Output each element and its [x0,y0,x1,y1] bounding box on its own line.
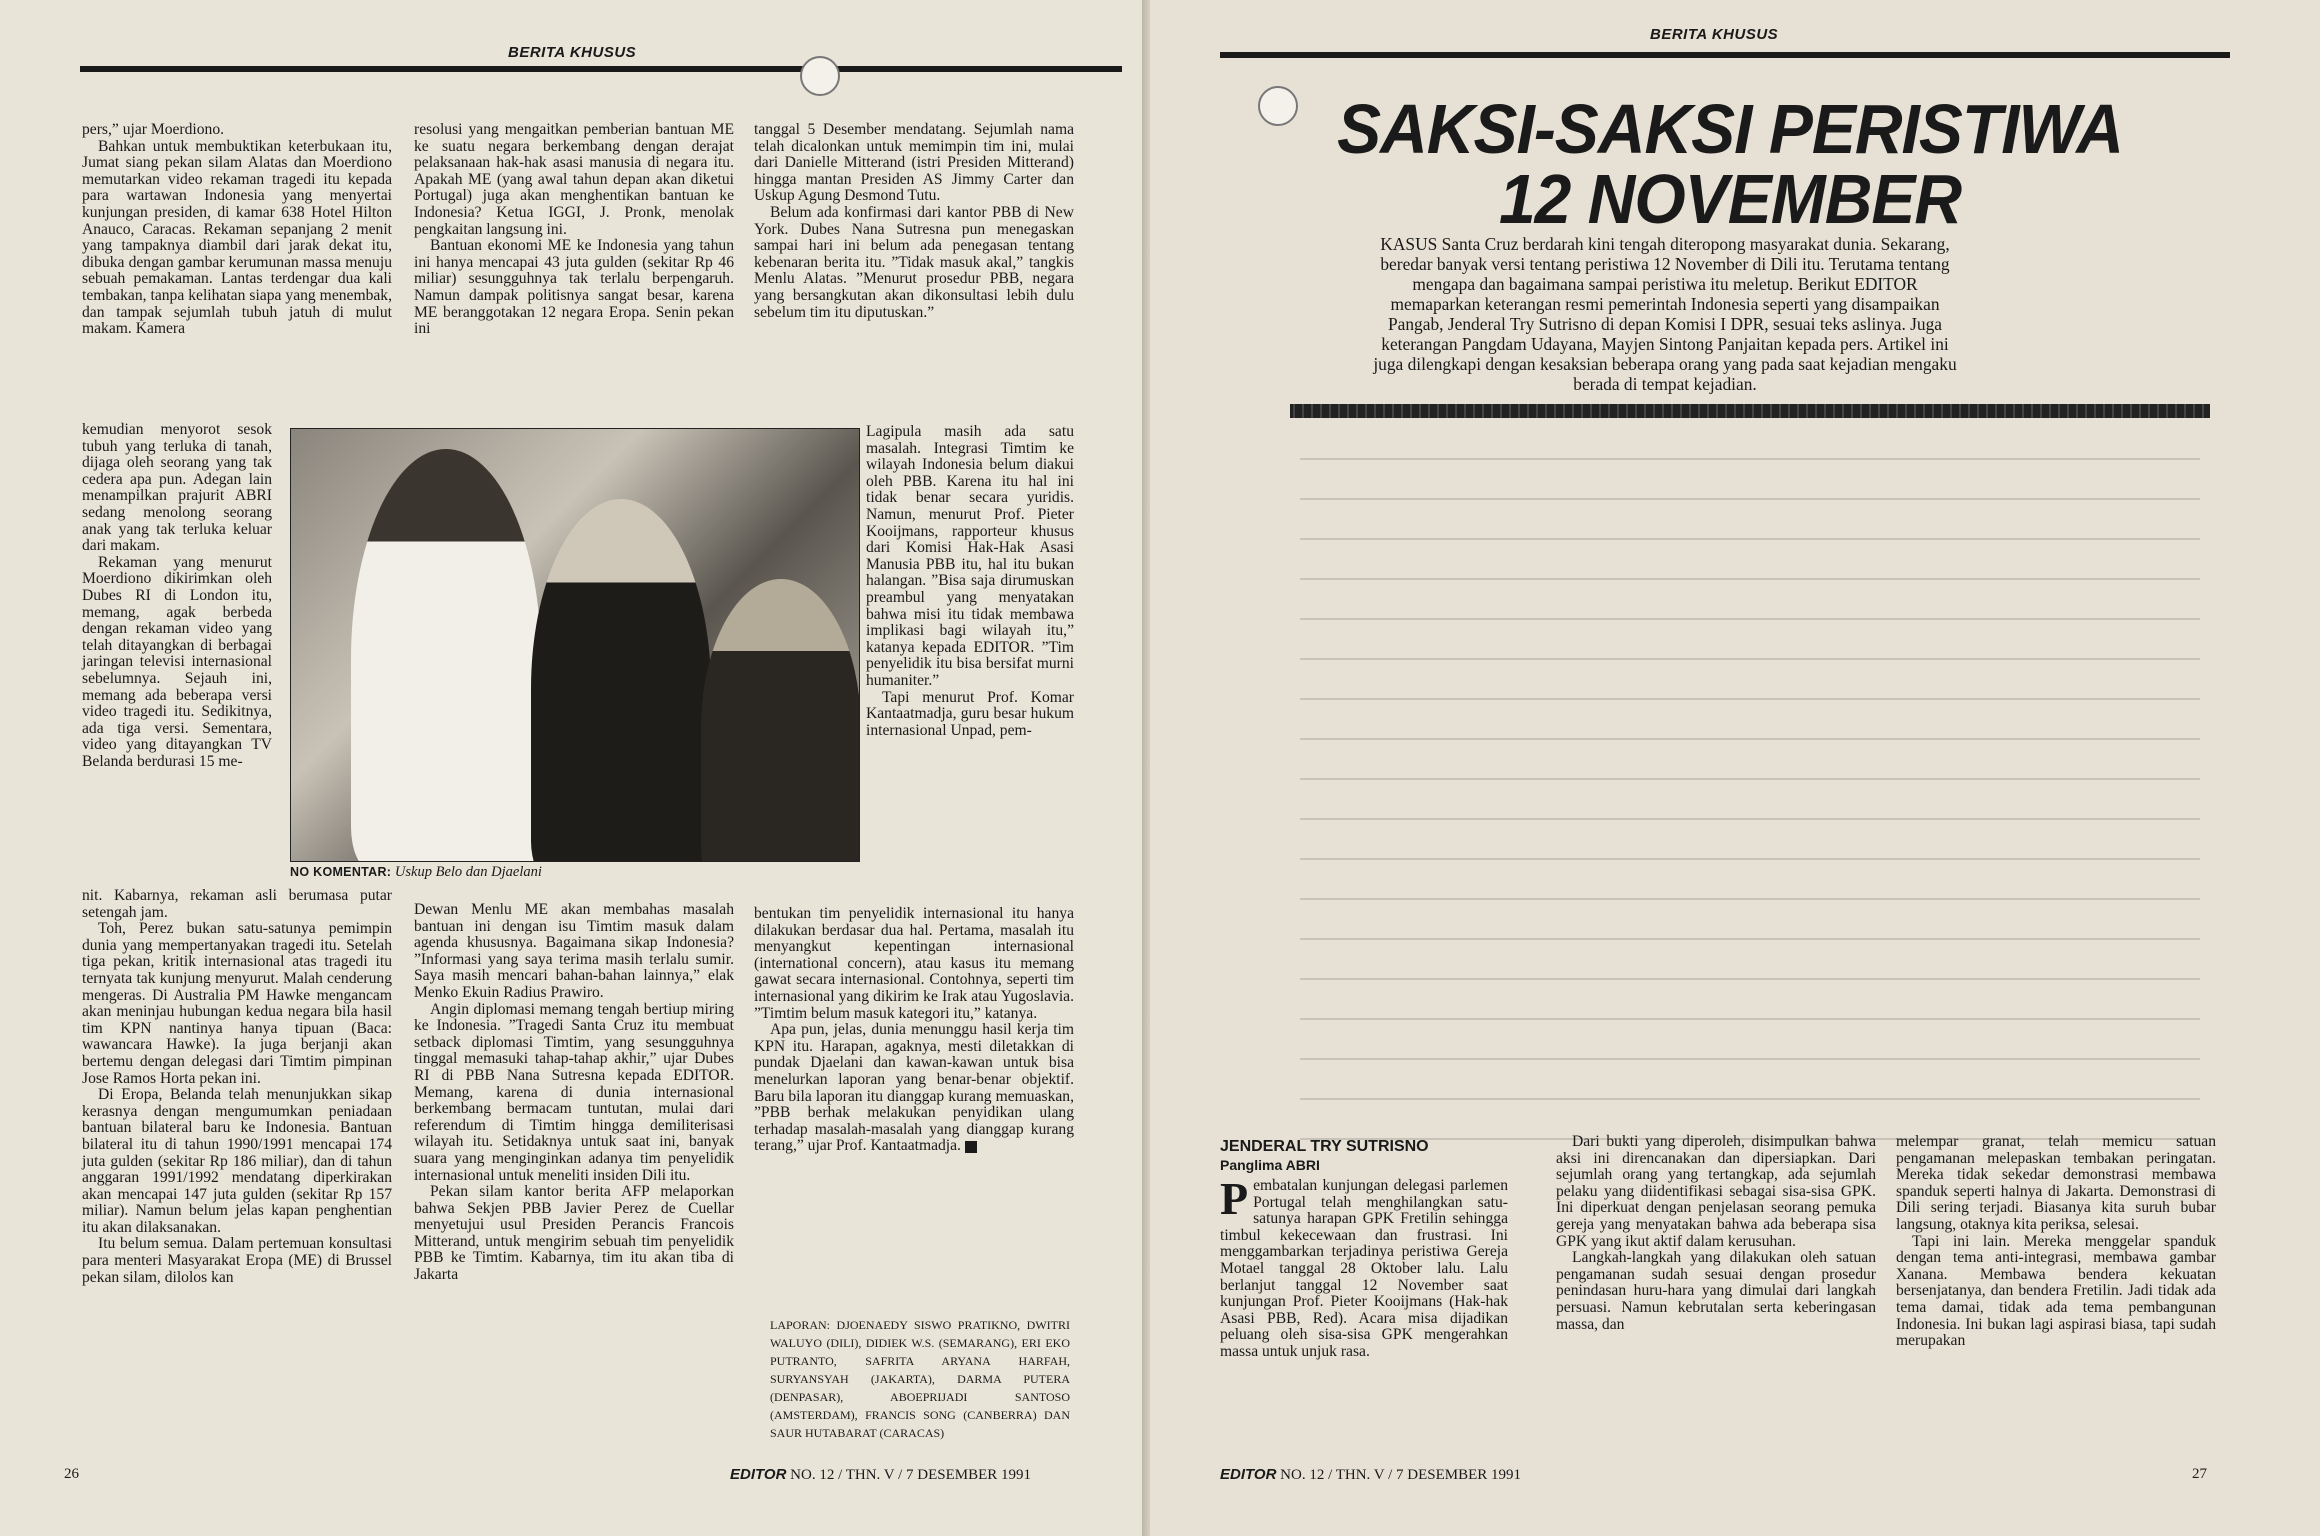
show-through-text [1300,430,2200,1140]
paragraph: Angin diplomasi memang tengah bertiup miring ke Indonesia. ”Tragedi Santa Cruz itu membuat setback diplomasi Timtim, yang sesungguhnya tinggal memasuki tahap-tahap akhir,” ujar Dubes RI di PBB Nana Sutresna kepada EDITOR. Memang, karena di dunia internasional berkembang bermacam tuntutan, mulai dari referendum di Timtim hingga demiliterisasi wilayah itu. Setidaknya untuk saat ini, banyak suara yang menginginkan adanya tim penyelidik internasional untuk meneliti insiden Dili itu. [414,1000,734,1184]
right-column-3 [1896,1134,2216,1350]
page-footer [730,1466,1031,1484]
paragraph: pers,” ujar Moerdiono. [82,121,225,138]
paragraph: Pekan silam kantor berita AFP melaporkan bahwa Sekjen PBB Javier Perez de Cuellar menyetujui usul Presiden Perancis Francois Mitterand, untuk mengirim sebuah tim penyelidik PBB ke Timtim. Kabarnya, tim itu akan tiba di Jakarta [414,1183,734,1284]
end-of-article-mark [965,1141,977,1153]
paragraph: Toh, Perez bukan satu-satunya pemimpin dunia yang mempertanyakan tragedi itu. Setelah tiga pekan, kritik internasional atas tragedi itu ternyata tak kunjung menyurut. Malah cenderung mengeras. Di Australia PM Hawke mengancam akan meninjau hubungan kedua negara bila hasil tim KPN nantinya hanya tipuan (Baca: wawancara Hawke). Ia juga berjanji akan bertemu dengan delegasi dari Timtim pimpinan Jose Ramos Horta pekan ini. [82,920,392,1087]
paragraph: Itu belum semua. Dalam pertemuan konsultasi para menteri Masyarakat Eropa (ME) di Brussel pekan silam, dilolos kan [82,1235,392,1286]
page-number: 27 [2192,1466,2207,1482]
news-photo [290,428,860,862]
paragraph: tanggal 5 Desember mendatang. Sejumlah nama telah dicalonkan untuk memimpin tim ini, mulai dari Danielle Mitterand (istri Presiden Mitterand) hingga mantan Presiden AS Jimmy Carter dan Uskup Agung Desmond Tutu. [754,121,1074,205]
article-column-2-top [414,122,734,338]
paragraph: Langkah-langkah yang dilakukan oleh satuan pengamanan sudah sesuai dengan prosedur penindasan huru-hara yang dimulai dari langkah persuasi. Namun kebrutalan serta keberingasan massa, dan [1556,1249,1876,1333]
report-credits: LAPORAN: DJOENAEDY SISWO PRATIKNO, DWITRI WALUYO (DILI), DIDIEK W.S. (SEMARANG), ERI EKO PUTRANTO, SAFRITA ARYANA HARFAH, SURYANSYAH (JAKARTA), DARMA PUTERA (DENPASAR), ABOEPRIJADI SANTOSO (AMSTERDAM), FRANCIS SONG (CANBERRA) DAN SAUR HUTABARAT (CARACAS) [770,1318,1070,1440]
paragraph: Bahkan untuk membuktikan keterbukaan itu, Jumat siang pekan silam Alatas dan Moerdiono memutarkan video rekaman tragedi itu kepada para wartawan Indonesia yang menyertai kunjungan presiden, di kamar 638 Hotel Hilton Anauco, Caracas. Rekaman sepanjang 2 menit yang tampaknya diambil dari jarak dekat itu, dibuka dengan gambar kerumunan massa menuju sebuah pemakaman. Lantas terdengar dua kali tembakan, tanpa kelihatan siapa yang menembak, dan tampak sejumlah tubuh jatuh di mulut makam. Kamera [82,137,392,338]
binder-hole [800,56,840,96]
photo-figure-right [701,579,860,862]
article-column-1-top [82,122,392,338]
paragraph: Dari bukti yang diperoleh, disimpulkan bahwa aksi ini direncanakan dan dipersiapkan. Dari sejumlah orang yang tertangkap, ada sejumlah pelaku yang diidentifikasi sebagai sisa-sisa GPK. Ini diperkuat dengan penjelasan seorang pemuka gereja yang menyatakan bahwa ada beberapa sisa GPK yang ikut aktif dalam kerusuhan. [1556,1133,1876,1250]
paragraph: Di Eropa, Belanda telah menunjukkan sikap kerasnya dengan mengumumkan peniadaan bantuan bilateral baru ke Indonesia. Bantuan bilateral itu di tahun 1990/1991 mencapai 174 juta gulden (sekitar Rp 186 miliar), dan di tahun anggaran 1991/1992 mendatang diperkirakan akan mencapai 147 juta gulden (sekitar Rp 157 miliar). Namun belum jelas kapan penghentian itu akan dilaksanakan. [82,1086,392,1236]
paragraph: Dewan Menlu ME akan membahas masalah bantuan ini dengan isu Timtim masuk dalam agenda khususnya. Bagaimana sikap Indonesia? ”Informasi yang saya terima masih terlalu sumir. Saya masih mencari bahan-bahan lainnya,” elak Menko Ekuin Radius Prawiro. [414,901,734,1001]
paragraph: kemudian menyorot sesok tubuh yang terluka di tanah, dijaga oleh seorang yang tak cedera apa pun. Adegan lain menampilkan prajurit ABRI sedang menolong seorang anak yang tak terluka keluar dari makam. [82,421,272,555]
paragraph: bentukan tim penyelidik internasional itu hanya dilakukan berdasar dua hal. Pertama, masalah itu menyangkut kepentingan internasional (international concern), atau kasus itu memang gawat secara internasional. Contohnya, seperti tim internasional yang dikirim ke Irak atau Yugoslavia. ”Timtim belum masuk kategori itu,” katanya. [754,905,1074,1022]
paragraph: resolusi yang mengaitkan pemberian bantuan ME ke suatu negara berkembang dengan derajat pelaksanaan hak-hak asasi manusia di negara itu. Apakah ME (yang awal tahun depan akan diketui Portugal) juga akan menghentikan bantuan ke Indonesia? Ketua IGGI, J. Pronk, menolak pengkaitan langsung ini. [414,121,734,238]
paragraph: nit. Kabarnya, rekaman asli berumasa putar setengah jam. [82,887,392,921]
article-column-1-narrow [82,422,272,770]
header-rule [1220,52,2230,58]
page-footer [1220,1466,1521,1484]
speaker-name: JENDERAL TRY SUTRISNO [1220,1138,1429,1155]
caption-text: Uskup Belo dan Djaelani [391,864,542,880]
paragraph: Apa pun, jelas, dunia menunggu hasil kerja tim KPN itu. Harapan, agaknya, mesti diletakkan di pundak Djaelani dan kawan-kawan untuk bisa menelurkan laporan yang benar-benar objektif. Baru bila laporan itu dianggap kurang memuaskan, ”PBB berhak melakukan penyidikan ulang terhadap masalah-masalah yang dianggap kurang terang,” ujar Prof. Kantaatmadja. [754,1021,1074,1155]
article-title-line-1: SAKSI-SAKSI PERISTIWA [1337,90,2123,168]
footer-issue: NO. 12 / THN. V / 7 DESEMBER 1991 [1276,1467,1522,1483]
page-gutter [1142,0,1150,1536]
article-column-3-narrow [866,424,1074,739]
paragraph: Rekaman yang menurut Moerdiono dikirimkan oleh Dubes RI di London itu, memang, agak berbeda dengan rekaman video yang telah ditayangkan di berbagai jaringan televisi internasional sebelumnya. Sejauh ini, memang ada beberapa versi video tragedi itu. Sedikitnya, ada tiga versi. Sementara, video yang ditayangkan TV Belanda berdurasi 15 me- [82,553,272,770]
left-page [0,0,1142,1536]
photo-figure-left [351,449,541,862]
right-column-1 [1220,1138,1508,1361]
speaker-role: Panglima ABRI [1220,1157,1320,1173]
drop-cap: P [1220,1173,1249,1224]
paragraph: melempar granat, telah memicu satuan pengamanan melepaskan tembakan peringatan. Mereka tidak sekedar demonstrasi membawa spanduk seperti halnya di Jakarta. Demonstrasi di Dili sering terjadi. Biasanya kita suruh bubar langsung, otaknya kita periksa, selesai. [1896,1133,2216,1233]
photo-figure-center [531,499,711,862]
paragraph: Lagipula masih ada satu masalah. Integrasi Timtim ke wilayah Indonesia belum diakui oleh PBB. Karena itu hal ini tidak benar secara yuridis. Namun, menurut Prof. Pieter Kooijmans, rapporteur khusus dari Komisi Hak-Hak Asasi Manusia PBB itu, hal itu bukan halangan. ”Bisa saja dirumuskan preambul yang menyatakan bahwa misi itu tidak membawa implikasi bagi wilayah itu,” katanya kepada EDITOR. ”Tim penyelidik itu bisa bersifat murni humaniter.” [866,423,1074,689]
section-header: BERITA KHUSUS [1650,26,1779,43]
article-column-3-top [754,122,1074,321]
decorative-bar [1290,404,2210,418]
binder-hole [1258,86,1298,126]
paragraph: Belum ada konfirmasi dari kantor PBB di New York. Dubes Nana Sutresna pun menegaskan sampai hari ini belum ada penegasan tentang kebenaran berita itu. ”Tidak masuk akal,” tangkis Menlu Alatas. ”Menurut prosedur PBB, negara yang bersangkutan akan dikonsultasi lebih dulu sebelum tim itu diputuskan.” [754,203,1074,321]
footer-magazine: EDITOR [730,1466,787,1483]
paragraph: Pembatalan kunjungan delegasi parlemen Portugal telah menghilangkan satu-satunya harapan GPK Fretilin sehingga timbul kekecewaan dan frustrasi. Ini menggambarkan terjadinya peristiwa Gereja Motael tanggal 28 Oktober lalu. Lalu berlanjut tanggal 12 November saat kunjungan Prof. Pieter Kooijmans (Hak-hak Asasi PBB, Red). Acara misa dijadikan peluang oleh sisa-sisa GPK mengerahkan massa untuk unjuk rasa. [1220,1173,1508,1360]
caption-label: NO KOMENTAR: [290,865,392,879]
article-column-2-bottom [414,902,734,1284]
footer-magazine: EDITOR [1220,1466,1277,1483]
article-title-line-2: 12 NOVEMBER [1498,160,1962,238]
article-column-3-bottom [754,906,1074,1155]
footer-issue: NO. 12 / THN. V / 7 DESEMBER 1991 [786,1467,1032,1483]
photo-caption [290,864,858,881]
paragraph: Tapi ini lain. Mereka menggelar spanduk dengan tema anti-integrasi, membawa gambar Xanana. Membawa bendera kekuatan bersenjatanya, dan bendera Fretilin. Jadi tidak ada tema damai, tidak ada tema pembangunan Indonesia. Ini bukan lagi aspirasi biasa, tapi sudah merupakan [1896,1232,2216,1350]
article-column-1-bottom [82,888,392,1286]
paragraph: Bantuan ekonomi ME ke Indonesia yang tahun ini hanya mencapai 43 juta gulden (sekitar Rp 46 miliar) sesungguhnya tak terlalu berpengaruh. Namun dampak politisnya sangat besar, karena ME beranggotakan 12 negara Eropa. Senin pekan ini [414,237,734,338]
section-header: BERITA KHUSUS [508,44,637,61]
right-column-2 [1556,1134,1876,1333]
page-number: 26 [64,1466,79,1482]
header-rule [80,66,1122,72]
paragraph: Tapi menurut Prof. Komar Kantaatmadja, guru besar hukum internasional Unpad, pem- [866,688,1074,739]
article-intro: KASUS Santa Cruz berdarah kini tengah diteropong masyarakat dunia. Sekarang, beredar banyak versi tentang peristiwa 12 November di Dili itu. Terutama tentang mengapa dan bagaimana sampai peristiwa itu meletup. Berikut EDITOR memaparkan keterangan resmi pemerintah Indonesia seperti yang disampaikan Pangab, Jenderal Try Sutrisno di depan Komisi I DPR, sesuai teks aslinya. Juga keterangan Pangdam Udayana, Mayjen Sintong Panjaitan kepada pers. Artikel ini juga dilengkapi dengan kesaksian beberapa orang yang pada saat kejadian mengaku berada di tempat kejadian. [1373,234,1957,394]
